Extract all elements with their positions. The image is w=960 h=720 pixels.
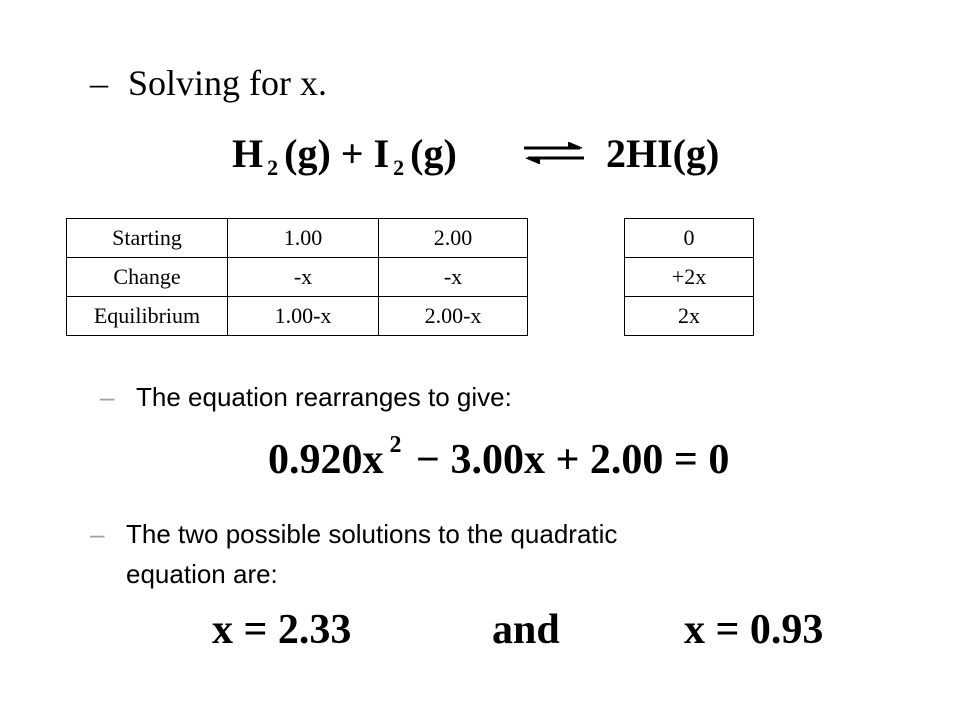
h2-cell: 1.00-x — [228, 297, 379, 336]
product-hi: 2HI(g) — [606, 131, 720, 176]
bullet-text: The equation rearranges to give: — [136, 382, 512, 412]
i2-cell: 2.00 — [379, 219, 528, 258]
equilibrium-arrows-icon — [522, 142, 586, 164]
table-row — [625, 297, 754, 336]
quad-plus: + — [555, 437, 580, 483]
h2-cell: 1.00 — [228, 219, 379, 258]
i2-cell: -x — [379, 258, 528, 297]
quad-minus: − — [416, 437, 440, 483]
bullet-rearranges — [100, 382, 512, 413]
heading-dash: – — [90, 63, 108, 103]
quad-term2: 3.00x — [450, 437, 545, 483]
bullet-dash: – — [90, 519, 105, 549]
table-row — [67, 258, 528, 297]
heading-text: Solving for x. — [128, 63, 328, 103]
ice-table-product — [624, 218, 754, 336]
quadratic-equation — [268, 432, 730, 484]
hi-cell: 0 — [625, 219, 754, 258]
i2-cell: 2.00-x — [379, 297, 528, 336]
hi-cell: 2x — [625, 297, 754, 336]
reactant-i-state: (g) — [410, 131, 457, 176]
bullet-solutions — [90, 514, 617, 594]
reactant-i: I — [373, 131, 390, 176]
table-row — [625, 258, 754, 297]
quad-exponent: 2 — [389, 432, 402, 458]
row-label: Change — [67, 258, 228, 297]
bullet-dash: – — [100, 382, 115, 412]
quad-term1: 0.920x — [268, 437, 384, 483]
solution-2: x = 0.93 — [684, 607, 824, 653]
quad-rhs: 0 — [708, 437, 730, 483]
ice-table-reactants — [66, 218, 528, 336]
h2-cell: -x — [228, 258, 379, 297]
row-label: Starting — [67, 219, 228, 258]
reactant-i-subscript: 2 — [393, 155, 405, 180]
bullet-line2: equation are: — [126, 559, 278, 589]
reactant-h: H — [232, 131, 264, 176]
bullet-line1: The two possible solutions to the quadratic — [126, 519, 618, 549]
hi-cell: +2x — [625, 258, 754, 297]
solution-and: and — [492, 607, 560, 653]
table-row — [625, 219, 754, 258]
reactant-h-state: (g) — [284, 131, 331, 176]
reactant-h-subscript: 2 — [267, 155, 279, 180]
table-row — [67, 297, 528, 336]
slide-heading — [90, 62, 327, 104]
table-row — [67, 219, 528, 258]
solution-1: x = 2.33 — [212, 607, 352, 653]
row-label: Equilibrium — [67, 297, 228, 336]
reaction-equation — [232, 130, 457, 180]
quad-equals: = — [673, 437, 698, 483]
reaction-plus: + — [340, 131, 364, 176]
quad-term3: 2.00 — [589, 437, 664, 483]
